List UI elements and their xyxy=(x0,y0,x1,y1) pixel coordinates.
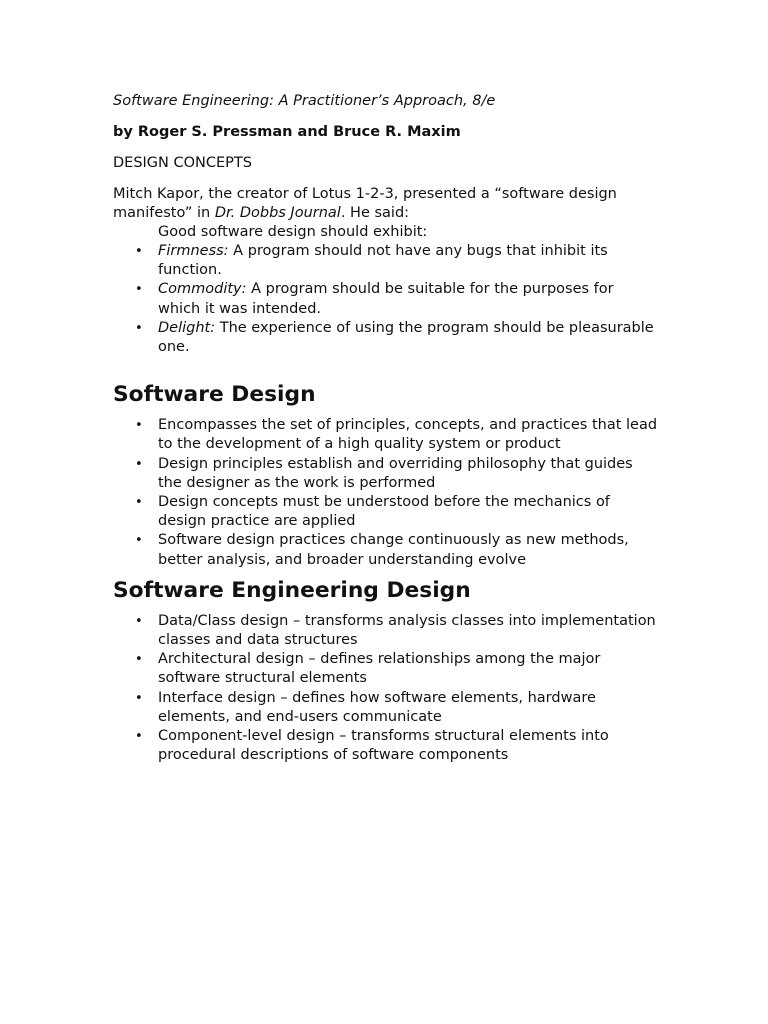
bullet-icon: • xyxy=(135,533,143,549)
list-item-text: Architectural design – defines relationships among the major software structural elements xyxy=(158,651,601,687)
intro-text-before: Mitch Kapor, the creator of Lotus 1-2-3, presented a “software design manifesto” in xyxy=(113,186,617,221)
list-item xyxy=(113,612,658,650)
software-engineering-design-list xyxy=(113,612,658,766)
list-item xyxy=(113,727,658,765)
software-design-heading: Software Design xyxy=(113,382,316,408)
software-engineering-design-heading: Software Engineering Design xyxy=(113,577,471,603)
intro-paragraph xyxy=(113,185,658,223)
bullet-icon: • xyxy=(135,320,143,336)
list-item xyxy=(113,416,658,454)
list-item xyxy=(113,455,658,493)
list-item-text: Software design practices change continuously as new methods, better analysis, and broader understanding evolve xyxy=(158,532,629,568)
list-item xyxy=(113,242,658,280)
quality-text: A program should not have any bugs that inhibit its function. xyxy=(158,243,608,279)
bullet-icon: • xyxy=(135,613,143,629)
intro-text-after: . He said: xyxy=(340,205,410,221)
software-design-list xyxy=(113,416,658,570)
quality-term: Delight: xyxy=(158,319,216,336)
quality-term: Commodity: xyxy=(158,281,247,298)
bullet-icon: • xyxy=(135,652,143,668)
qualities-list xyxy=(113,242,658,357)
topic-label: DESIGN CONCEPTS xyxy=(113,155,252,171)
list-item xyxy=(113,531,658,569)
quality-text: The experience of using the program should be pleasurable one. xyxy=(158,319,654,356)
list-item xyxy=(113,493,658,531)
journal-name: Dr. Dobbs Journal xyxy=(214,205,341,221)
bullet-icon: • xyxy=(135,729,143,745)
list-item-text: Encompasses the set of principles, concepts, and practices that lead to the development of a high quality system or product xyxy=(158,417,658,453)
book-title: Software Engineering: A Practitioner’s Approach, 8/e xyxy=(113,93,496,109)
bullet-icon: • xyxy=(135,244,143,259)
list-item xyxy=(113,319,658,357)
list-item xyxy=(113,650,658,688)
bullet-icon: • xyxy=(135,495,143,511)
list-item-text: Design concepts must be understood before the mechanics of design practice are applied xyxy=(158,494,610,530)
bullet-icon: • xyxy=(135,690,143,706)
list-item-text: Component-level design – transforms structural elements into procedural descriptions of software components xyxy=(158,728,609,764)
intro-lead-line: Good software design should exhibit: xyxy=(158,224,428,240)
document-page xyxy=(113,92,658,765)
authors-line: by Roger S. Pressman and Bruce R. Maxim xyxy=(113,124,461,140)
list-item xyxy=(113,689,658,727)
list-item-text: Design principles establish and overriding philosophy that guides the designer as the work is performed xyxy=(158,455,633,491)
bullet-icon: • xyxy=(135,456,143,472)
bullet-icon: • xyxy=(135,282,143,298)
list-item-text: Data/Class design – transforms analysis classes into implementation classes and data structures xyxy=(158,612,656,649)
quality-term: Firmness: xyxy=(158,243,229,259)
bullet-icon: • xyxy=(135,418,143,434)
quality-text: A program should be suitable for the purposes for which it was intended. xyxy=(158,281,614,317)
list-item-text: Interface design – defines how software elements, hardware elements, and end-users communicate xyxy=(158,689,596,725)
list-item xyxy=(113,280,658,318)
